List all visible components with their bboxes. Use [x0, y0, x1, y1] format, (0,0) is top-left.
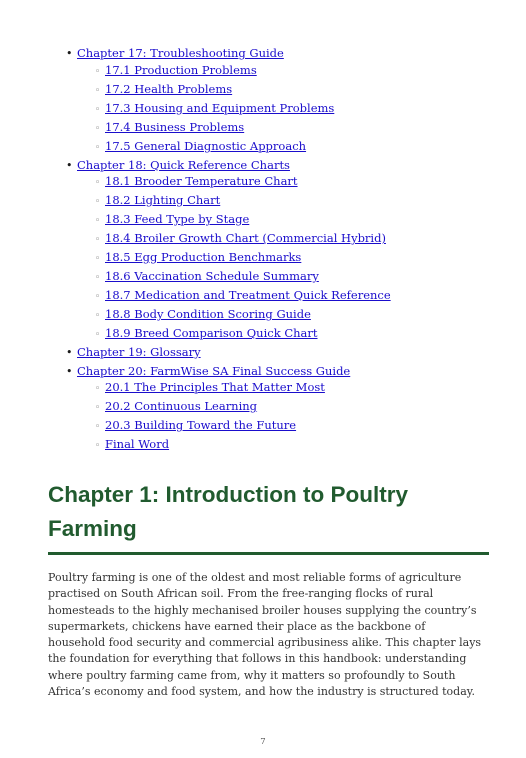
bullet: • [66, 47, 73, 60]
toc-section-18-9[interactable] [95, 326, 318, 342]
toc-section-link[interactable]: 20.1 The Principles That Matter Most [105, 380, 325, 394]
toc-chapter-18[interactable] [66, 158, 290, 173]
toc-chapter-18-link[interactable]: Chapter 18: Quick Reference Charts [77, 158, 290, 172]
bullet: ◦ [95, 105, 101, 115]
toc-chapter-20[interactable] [66, 364, 350, 379]
toc-section-link[interactable]: 17.1 Production Problems [105, 63, 257, 77]
bullet: ◦ [95, 441, 101, 451]
bullet: ◦ [95, 422, 101, 432]
bullet: ◦ [95, 330, 101, 340]
page-number: 7 [260, 737, 266, 747]
toc-section-link[interactable]: 18.2 Lighting Chart [105, 193, 221, 207]
toc-section-link[interactable]: 18.7 Medication and Treatment Quick Reference [105, 288, 391, 302]
toc-chapter-19[interactable] [66, 345, 201, 360]
toc-section-final-word[interactable] [95, 437, 169, 453]
toc-section-17-3[interactable] [95, 101, 334, 117]
bullet: • [66, 159, 73, 172]
toc-section-link[interactable]: 18.9 Breed Comparison Quick Chart [105, 326, 318, 340]
toc-chapter-20-link[interactable]: Chapter 20: FarmWise SA Final Success Guide [77, 364, 351, 378]
toc-section-link[interactable]: 17.2 Health Problems [105, 82, 233, 96]
toc-section-18-2[interactable] [95, 193, 220, 209]
toc-section-link[interactable]: 20.2 Continuous Learning [105, 399, 258, 413]
toc-section-link[interactable]: Final Word [105, 437, 170, 451]
bullet: ◦ [95, 311, 101, 321]
toc-section-20-1[interactable] [95, 380, 325, 396]
toc-section-link[interactable]: 17.4 Business Problems [105, 120, 245, 134]
toc-section-18-8[interactable] [95, 307, 311, 323]
bullet: ◦ [95, 292, 101, 302]
chapter-heading: Chapter 1: Introduction to Poultry Farming [48, 482, 408, 541]
toc-section-17-4[interactable] [95, 120, 244, 136]
bullet: ◦ [95, 67, 101, 77]
toc-chapter-19-link[interactable]: Chapter 19: Glossary [77, 345, 201, 359]
bullet: ◦ [95, 143, 101, 153]
toc-section-link[interactable]: 18.4 Broiler Growth Chart (Commercial Hybrid) [105, 231, 386, 245]
toc-section-link[interactable]: 18.5 Egg Production Benchmarks [105, 250, 302, 264]
bullet: ◦ [95, 124, 101, 134]
toc-section-link[interactable]: 20.3 Building Toward the Future [105, 418, 297, 432]
toc-section-17-5[interactable] [95, 139, 306, 155]
toc-section-18-6[interactable] [95, 269, 319, 285]
bullet: • [66, 346, 73, 359]
bullet: • [66, 365, 73, 378]
bullet: ◦ [95, 254, 101, 264]
bullet: ◦ [95, 273, 101, 283]
heading-divider [48, 552, 489, 555]
toc-section-17-1[interactable] [95, 63, 257, 79]
bullet: ◦ [95, 86, 101, 96]
toc-section-20-2[interactable] [95, 399, 257, 415]
toc-section-link[interactable]: 17.5 General Diagnostic Approach [105, 139, 307, 153]
bullet: ◦ [95, 235, 101, 245]
toc-section-20-3[interactable] [95, 418, 296, 434]
toc-section-link[interactable]: 18.1 Brooder Temperature Chart [105, 174, 298, 188]
bullet: ◦ [95, 216, 101, 226]
toc-section-18-5[interactable] [95, 250, 301, 266]
toc-section-link[interactable]: 17.3 Housing and Equipment Problems [105, 101, 335, 115]
toc-chapter-17[interactable] [66, 46, 284, 61]
toc-section-18-4[interactable] [95, 231, 386, 247]
toc-section-18-1[interactable] [95, 174, 298, 190]
bullet: ◦ [95, 178, 101, 188]
intro-paragraph: Poultry farming is one of the oldest and most reliable forms of agriculture practised on South African soil. From the free-ranging flocks of rural homesteads to the highly mechanised broiler houses supplying the country’s supermarkets, chickens have earned their place as the backbone of household food security and commercial agribusiness alike. This chapter lays the foundation for everything that follows in this handbook: understanding where poultry farming came from, why it matters so profoundly to South Africa’s economy and food system, and how the industry is structured today. [48, 571, 482, 699]
toc-section-18-7[interactable] [95, 288, 391, 304]
toc-chapter-17-link[interactable]: Chapter 17: Troubleshooting Guide [77, 46, 284, 60]
bullet: ◦ [95, 384, 101, 394]
toc-section-link[interactable]: 18.8 Body Condition Scoring Guide [105, 307, 311, 321]
bullet: ◦ [95, 197, 101, 207]
bullet: ◦ [95, 403, 101, 413]
toc-section-link[interactable]: 18.3 Feed Type by Stage [105, 212, 250, 226]
toc-section-17-2[interactable] [95, 82, 232, 98]
toc-section-18-3[interactable] [95, 212, 249, 228]
toc-section-link[interactable]: 18.6 Vaccination Schedule Summary [105, 269, 319, 283]
